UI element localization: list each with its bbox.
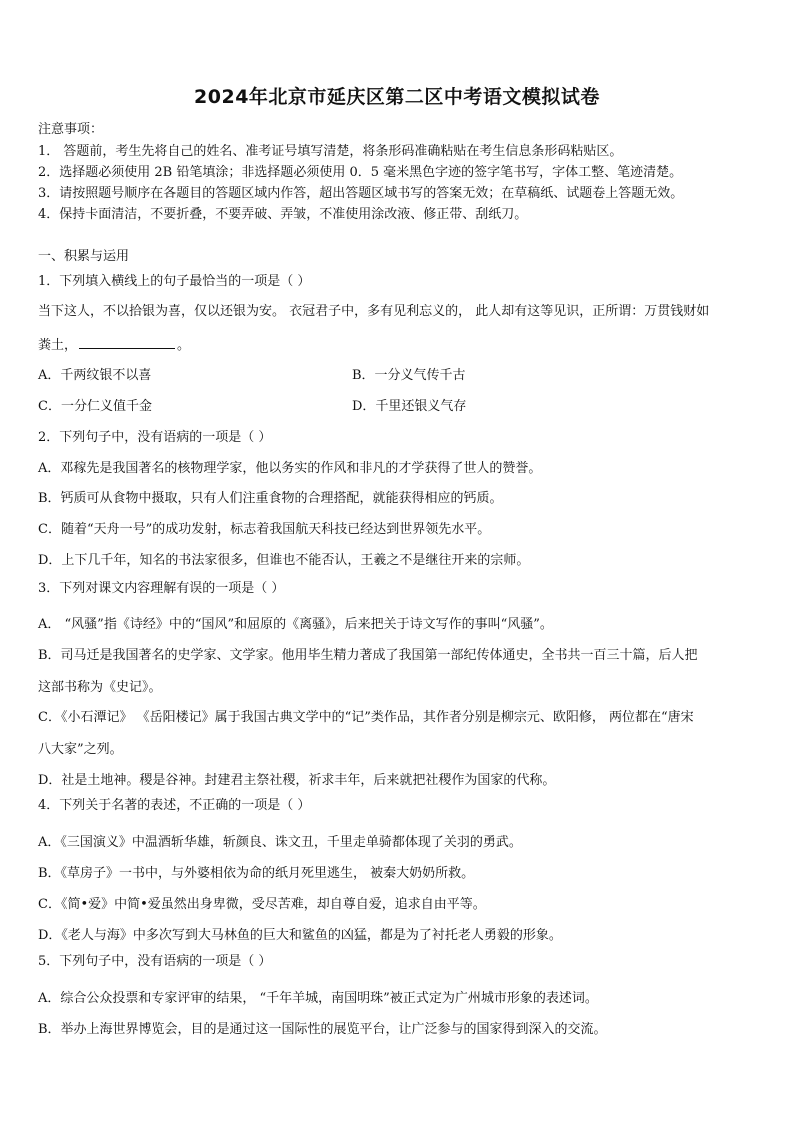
option-d[interactable]: D．社是土地神。稷是谷神。封建君主祭社稷，祈求丰年，后来就把社稷作为国家的代称。 <box>38 773 556 788</box>
question-1-stem: 1．下列填入横线上的句子最恰当的一项是（ ） <box>38 274 311 289</box>
question-2-stem: 2．下列句子中，没有语病的一项是（ ） <box>38 430 272 445</box>
option-a[interactable]: A．邓稼先是我国著名的核物理学家，他以务实的作风和非凡的才学获得了世人的赞誉。 <box>38 461 542 476</box>
option-a[interactable]: A．千两纹银不以喜 <box>38 368 152 383</box>
question-3-stem: 3．下列对课文内容理解有误的一项是（ ） <box>38 581 285 596</box>
question-1-text-post: 。 <box>177 338 191 353</box>
option-b[interactable]: B．钙质可从食物中摄取，只有人们注重食物的合理搭配，就能获得相应的钙质。 <box>38 491 503 506</box>
section-heading: 一、积累与运用 <box>38 249 130 264</box>
option-c[interactable]: C．一分仁义值千金 <box>38 399 152 414</box>
notice-item: 4．保持卡面清洁，不要折叠，不要弄破、弄皱，不准使用涂改液、修正带、刮纸刀。 <box>38 207 528 222</box>
page-title: 2024年北京市延庆区第二区中考语文模拟试卷 <box>194 86 600 108</box>
answer-blank[interactable] <box>79 336 175 349</box>
question-1-text-line2 <box>38 336 778 355</box>
option-a[interactable]: A． “风骚”指《诗经》中的“国风”和屈原的《离骚》，后来把关于诗文写作的事叫“风骚”。 <box>38 617 553 632</box>
notice-item: 3．请按照题号顺序在各题目的答题区域内作答，超出答题区域书写的答案无效；在草稿纸、试题卷上答题无效。 <box>38 186 684 201</box>
question-5-stem: 5．下列句子中，没有语病的一项是（ ） <box>38 954 272 969</box>
option-d[interactable]: D．上下几千年，知名的书法家很多，但谁也不能否认，王羲之不是继往开来的宗师。 <box>38 553 530 568</box>
option-c[interactable]: C．随着“天舟一号”的成功发射，标志着我国航天科技已经达到世界领先水平。 <box>38 522 491 537</box>
option-d[interactable]: D．《老人与海》中多次写到大马林鱼的巨大和鲨鱼的凶猛，都是为了衬托老人勇毅的形象。 <box>38 928 562 943</box>
option-b-continued: 这部书称为《史记》。 <box>38 680 162 695</box>
question-4-stem: 4．下列关于名著的表述，不正确的一项是（ ） <box>38 798 311 813</box>
question-1-text: 当下这人，不以拾银为喜，仅以还银为安。 衣冠君子中，多有见利忘义的， 此人却有这等见识，正所谓：万贯钱财如 <box>38 304 710 319</box>
notice-item: 1． 答题前，考生先将自己的姓名、准考证号填写清楚，将条形码准确粘贴在考生信息条形码粘贴区。 <box>38 144 623 159</box>
question-1-options-row-2 <box>38 398 778 416</box>
option-b[interactable]: B．一分义气传千古 <box>352 368 466 383</box>
option-c[interactable]: C．《简•爱》中简•爱虽然出身卑微，受尽苦难，却自尊自爱，追求自由平等。 <box>38 897 486 912</box>
question-1-text-pre: 粪土， <box>38 338 78 353</box>
option-a[interactable]: A．综合公众投票和专家评审的结果， “千年羊城，南国明珠”被正式定为广州城市形象的表述词。 <box>38 991 598 1006</box>
option-b[interactable]: B．《草房子》一书中，与外婆相依为命的纸月死里逃生， 被秦大奶奶所救。 <box>38 866 475 881</box>
option-d[interactable]: D．千里还银义气存 <box>352 399 467 414</box>
option-b[interactable]: B．司马迁是我国著名的史学家、文学家。他用毕生精力著成了我国第一部纪传体通史，全书共一百三十篇，后人把 <box>38 648 698 663</box>
option-c-continued: 八大家”之列。 <box>38 742 123 757</box>
option-c[interactable]: C．《小石潭记》 《岳阳楼记》属于我国古典文学中的“记”类作品，其作者分别是柳宗元、欧阳修， 两位都在“唐宋 <box>38 710 694 725</box>
notice-item: 2．选择题必须使用 2B 铅笔填涂；非选择题必须使用 0．5 毫米黑色字迹的签字笔书写，字体工整、笔迹清楚。 <box>38 165 683 180</box>
option-a[interactable]: A．《三国演义》中温酒斩华雄，斩颜良、诛文丑，千里走单骑都体现了关羽的勇武。 <box>38 835 522 850</box>
option-b[interactable]: B．举办上海世界博览会，目的是通过这一国际性的展览平台，让广泛参与的国家得到深入的交流。 <box>38 1022 607 1037</box>
question-1-options-row-1 <box>38 367 778 385</box>
notice-heading: 注意事项： <box>38 122 104 137</box>
